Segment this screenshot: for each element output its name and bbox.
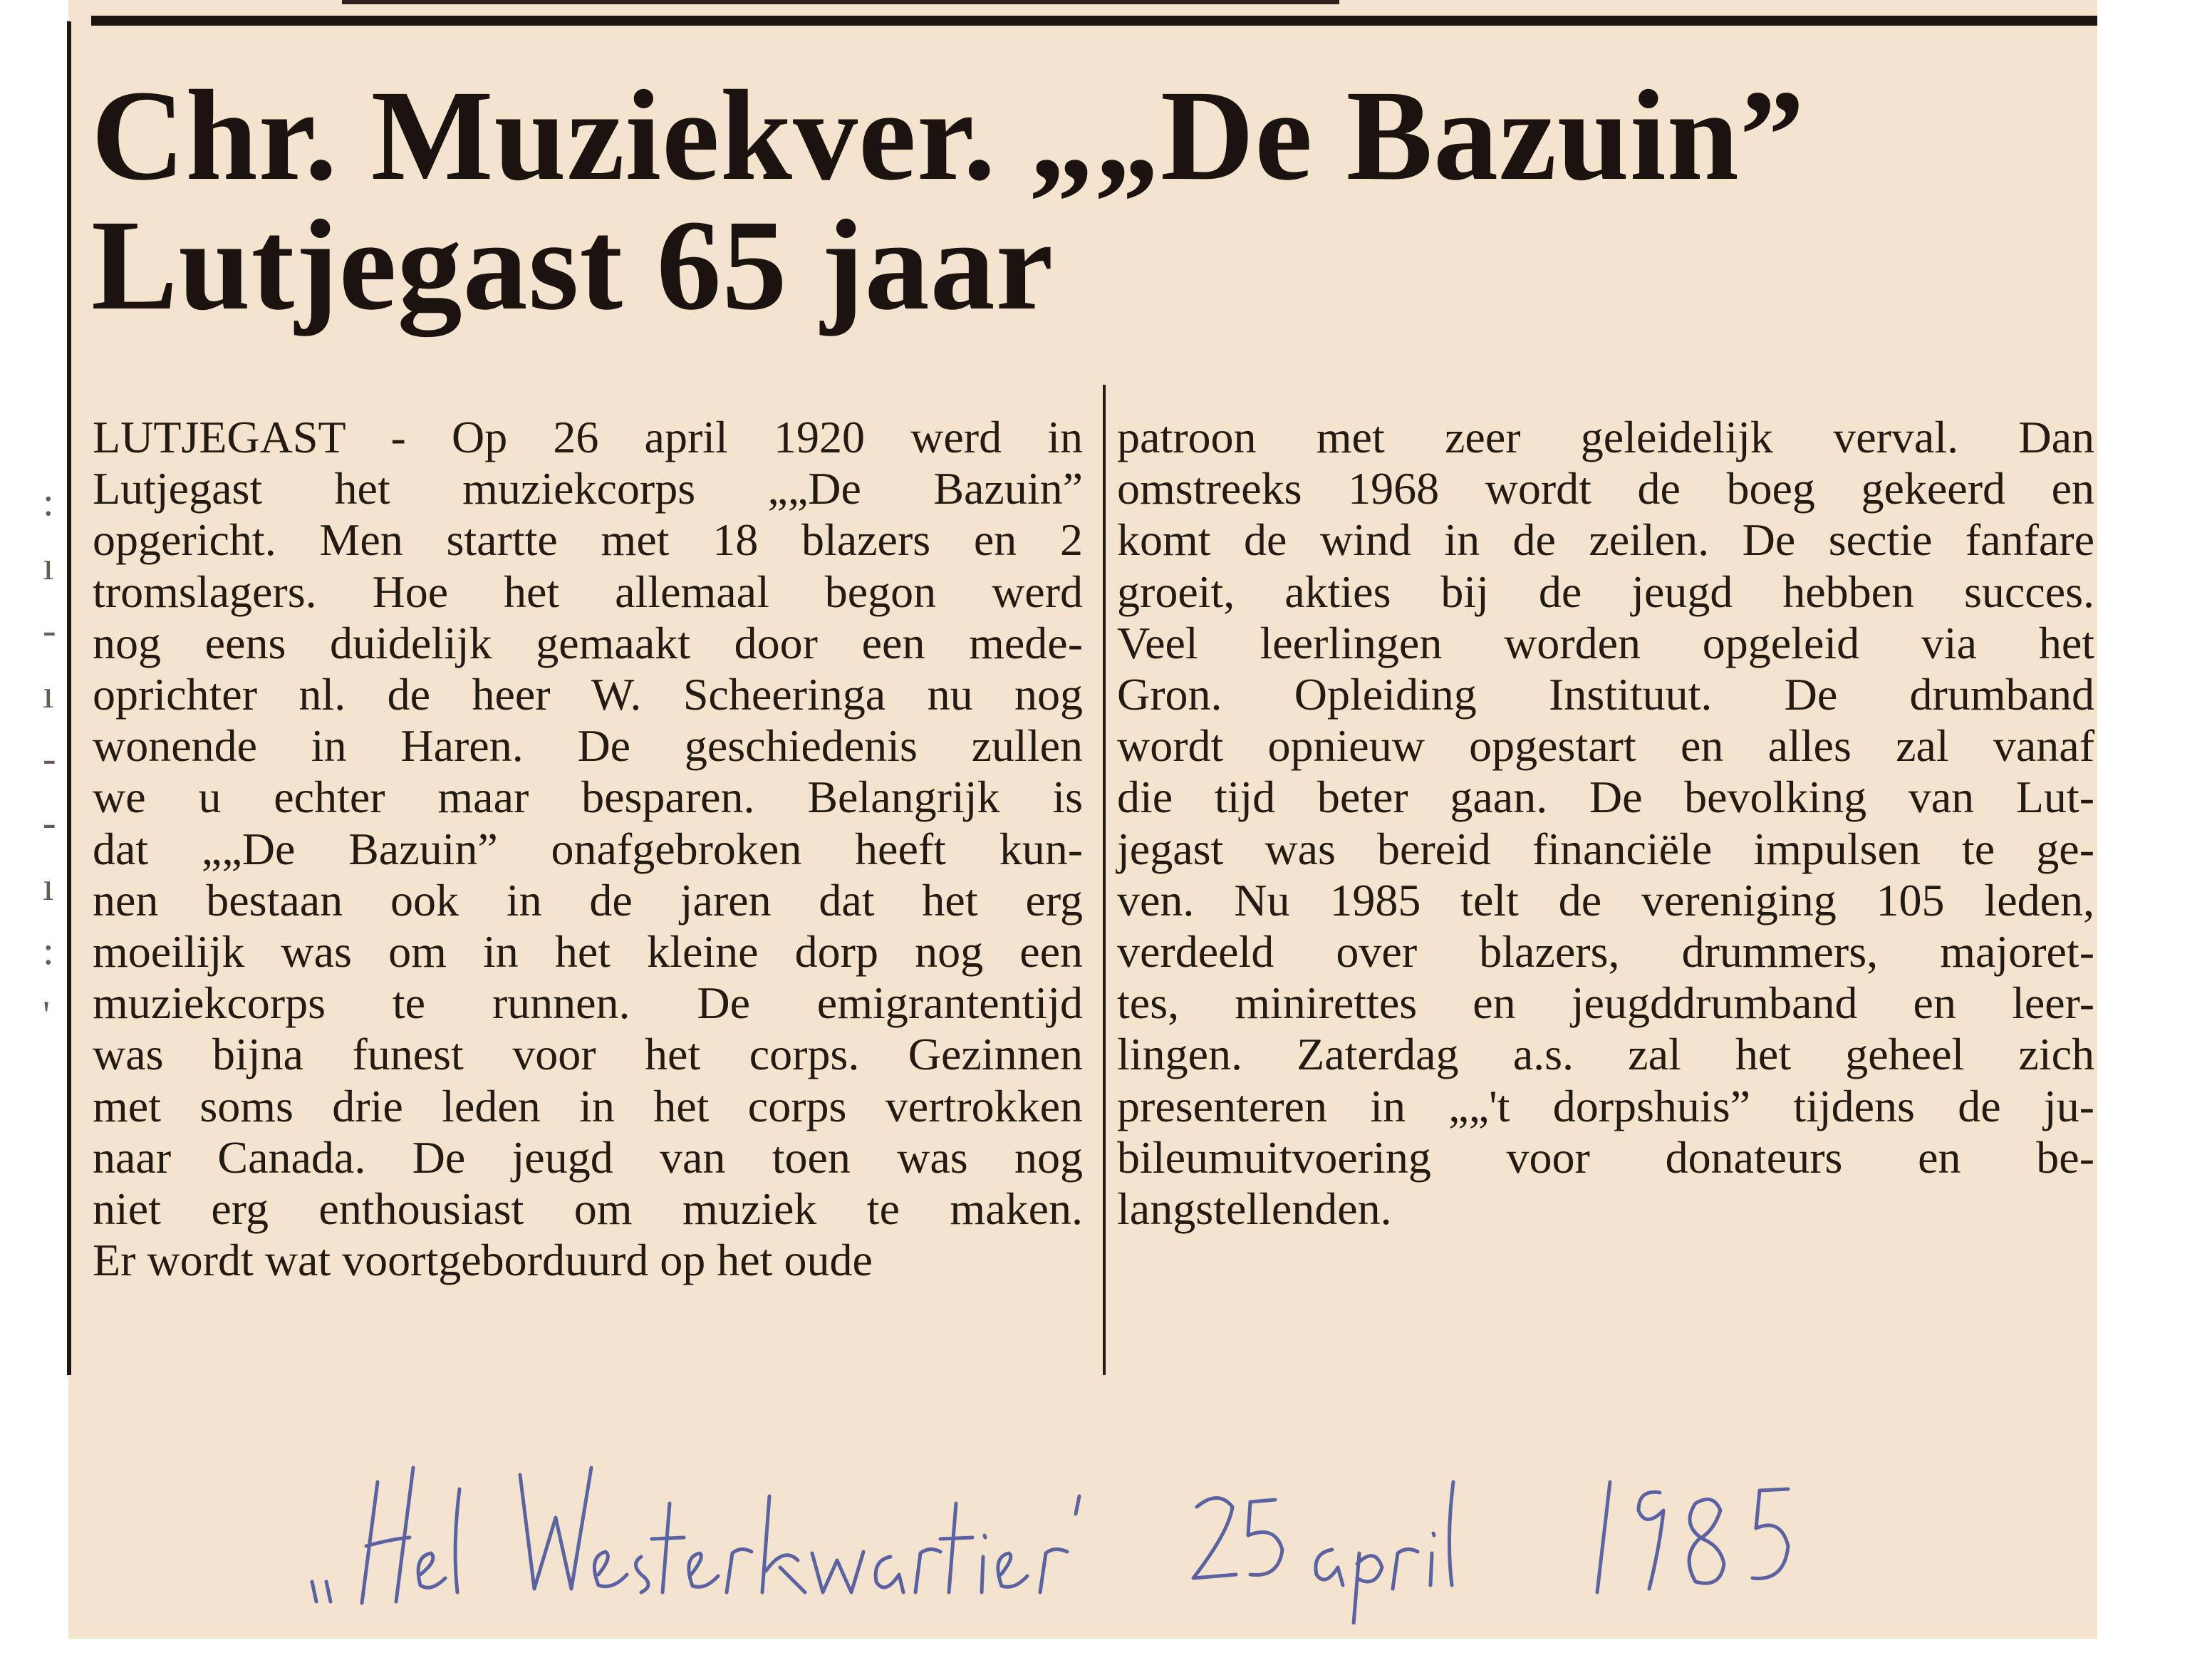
- headline-line-2: Lutjegast 65 jaar: [91, 194, 1054, 337]
- handwritten-note-text: [306, 1453, 2207, 1577]
- left-line: oprichter nl. de heer W. Scheeringa nu nog: [93, 669, 1083, 720]
- right-line: komt de wind in de zeilen. De sectie fanfare: [1117, 514, 2094, 566]
- left-line: Lutjegast het muziekcorps „„De Bazuin”: [93, 463, 1083, 514]
- left-line: was bijna funest voor het corps. Gezinnen: [93, 1029, 1083, 1080]
- left-line: niet erg enthousiast om muziek te maken.: [93, 1183, 1083, 1235]
- top-rule: [91, 16, 2097, 26]
- right-line: langstellenden.: [1117, 1183, 1392, 1235]
- left-line: dat „„De Bazuin” onafgebroken heeft kun-: [93, 823, 1083, 874]
- left-line: LUTJEGAST - Op 26 april 1920 werd in: [93, 412, 1083, 462]
- left-line: moeilijk was om in het kleine dorp nog een: [93, 926, 1083, 978]
- right-line: wordt opnieuw opgestart en alles zal vanaf: [1117, 720, 2094, 772]
- article-column-right: [1117, 412, 2094, 1235]
- right-line: patroon met zeer geleidelijk verval. Dan: [1117, 412, 2094, 462]
- right-line: omstreeks 1968 wordt de boeg gekeerd en: [1117, 463, 2094, 514]
- right-line: presenteren in „„'t dorpshuis” tijdens de ju-: [1117, 1080, 2094, 1131]
- left-line: muziekcorps te runnen. De emigrantentijd: [93, 978, 1083, 1029]
- left-line: nog eens duidelijk gemaakt door een mede-: [93, 617, 1083, 668]
- right-line: verdeeld over blazers, drummers, majoret-: [1117, 926, 2094, 978]
- right-line: groeit, akties bij de jeugd hebben succes.: [1117, 566, 2094, 617]
- margin-marks: : ı - ı - - ı : ': [43, 480, 56, 1037]
- left-line: wonende in Haren. De geschiedenis zullen: [93, 720, 1083, 772]
- left-rule: [67, 21, 71, 1375]
- right-line: jegast was bereid financiële impulsen te ge-: [1117, 823, 2094, 874]
- right-line: ven. Nu 1985 telt de vereniging 105 leden,: [1117, 874, 2094, 925]
- right-line: bileumuitvoering voor donateurs en be-: [1117, 1131, 2094, 1183]
- right-line: die tijd beter gaan. De bevolking van Lut-: [1117, 772, 2094, 823]
- left-line: we u echter maar besparen. Belangrijk is: [93, 772, 1083, 823]
- right-line: Veel leerlingen worden opgeleid via het: [1117, 617, 2094, 668]
- left-line: naar Canada. De jeugd van toen was nog: [93, 1131, 1083, 1183]
- right-line: tes, minirettes en jeugddrumband en leer-: [1117, 978, 2094, 1029]
- left-line: Er wordt wat voortgeborduurd op het oude: [93, 1235, 873, 1286]
- left-line: opgericht. Men startte met 18 blazers en 2: [93, 514, 1083, 566]
- article-column-left: [93, 412, 1083, 1286]
- top-thin-rule: [342, 0, 1339, 4]
- left-line: nen bestaan ook in de jaren dat het erg: [93, 874, 1083, 925]
- headline-line-1: Chr. Muziekver. „„De Bazuin”: [91, 64, 1805, 207]
- left-line: met soms drie leden in het corps vertrokken: [93, 1080, 1083, 1131]
- headline: [91, 64, 2086, 337]
- right-line: lingen. Zaterdag a.s. zal het geheel zich: [1117, 1029, 2094, 1080]
- right-line: Gron. Opleiding Instituut. De drumband: [1117, 669, 2094, 720]
- column-divider: [1103, 385, 1106, 1375]
- left-line: tromslagers. Hoe het allemaal begon werd: [93, 566, 1083, 617]
